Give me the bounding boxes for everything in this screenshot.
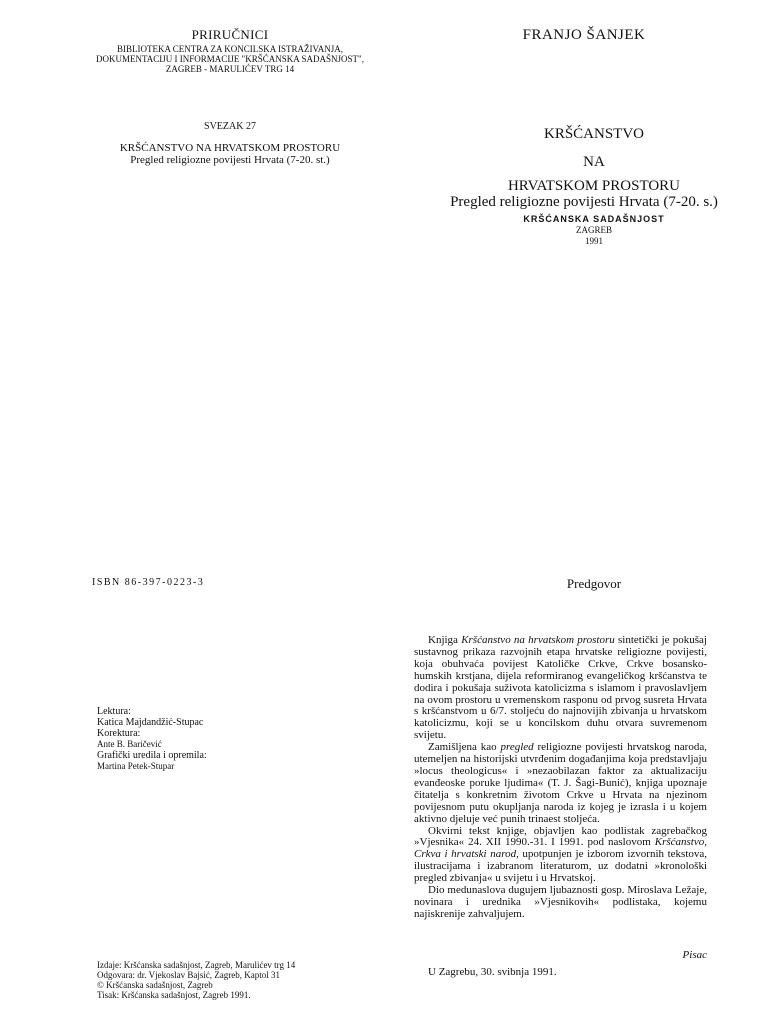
signature: Pisac — [682, 949, 707, 961]
imprint-line: Odgovara: dr. Vjekoslav Bajsić, Zagreb, Kaptol 31 — [97, 970, 281, 980]
title-line-1: KRŠĆANSTVO — [543, 126, 645, 142]
text-run: Knjiga — [428, 634, 462, 646]
preface-body — [414, 635, 707, 921]
lektura-name: Katica Majdandžić-Stupac — [97, 717, 204, 728]
credits-block — [97, 706, 207, 772]
text-run: Zamišljena kao — [428, 741, 501, 754]
author-name: FRANJO ŠANJEK — [522, 27, 646, 43]
imprint-line: Izdaje: Kršćanska sadašnjost, Zagreb, Marulićev trg 14 — [97, 960, 296, 970]
italic-title: Kršćanstvo na hrvatskom prostoru — [461, 634, 615, 646]
text-run: sintetički je pokušaj sustavnog prikaza razvojnih etapa hrvatske religiozne povijesti, koja obuhvaća povijest Katoličke Crkve, Crkve bosansko-humskih krstjana, dijela reformiranog evangeličkog kršćanstva te dodira i pokušaja suživota katolicizma s islamom i pravoslavljem na ovom prostoru u vremenskom rasponu od prvog susreta Hrvata s kršćanstvom u 6/7. stoljeću do najnovijih zbivanja u hrvatskom katolicizmu, koji se u koncilskom duhu otvara suvremenom svijetu. — [414, 634, 707, 742]
design-label: Grafički uredila i opremila: — [97, 750, 207, 761]
place-date: U Zagrebu, 30. svibnja 1991. — [428, 966, 557, 978]
publisher-name: KRŠĆANSKA SADAŠNJOST — [523, 214, 665, 224]
book-title: KRŠĆANSTVO NA HRVATSKOM PROSTORU — [119, 142, 341, 154]
title-line-3: HRVATSKOM PROSTORU — [507, 178, 681, 194]
imprint-line: © Kršćanska sadašnjost, Zagreb — [97, 980, 213, 990]
right-page — [384, 0, 768, 1024]
publisher-line: ZAGREB - MARULIĆEV TRG 14 — [165, 64, 295, 74]
preface-paragraph-3 — [414, 826, 707, 886]
isbn: ISBN 86-397-0223-3 — [92, 577, 205, 588]
italic-title: Kršćanstvo, Crkva i hrvatski narod, — [414, 836, 707, 861]
text-run: religiozne povijesti hrvatskog naroda, utemeljen na historijski utvrđenim događanjima koja predstavljaju »locus theologicus« i »nezaobilazan faktor za aktualizaciju evanđeoske poruke ljudima« (T. J. Šagi-Bunić), knjiga upoznaje čitatelja s konkretnim životom Crkve u Hrvata na njezinom povijesnom putu okupljanja naroda iz kojeg je izrasla i u kojem aktivno djeluje već punih trinaest stoljeća. — [414, 741, 707, 825]
text-run: upotpunjen je izborom izvornih tekstova, ilustracijama i izabranom literaturom, uz dodatni »kronološki pregled zbivanja« u svijetu i u Hrvatskoj. — [414, 848, 708, 885]
lektura-label: Lektura: — [97, 706, 131, 717]
imprint-block — [97, 960, 295, 1000]
korektura-label: Korektura: — [97, 728, 141, 739]
preface-paragraph-4: Dio medunaslova dugujem ljubaznosti gosp. Miroslava Ležaje, novinara i urednika »Vjesnikovih« podlistaka, kojemu najiskrenije zahvaljujem. — [414, 884, 707, 920]
publisher-city: ZAGREB — [576, 225, 612, 235]
preface-paragraph-1 — [414, 635, 707, 742]
title-line-2: NA — [583, 154, 605, 170]
title-subtitle: Pregled religiozne povijesti Hrvata (7-20. s.) — [450, 194, 718, 210]
design-name: Martina Petek-Stupar — [97, 761, 175, 771]
publisher-block — [50, 44, 410, 74]
preface-heading: Predgovor — [566, 576, 622, 591]
publication-year: 1991 — [585, 236, 603, 246]
text-run: Okvirni tekst knjige, objavljen kao podlistak zagrebačkog »Vjesnika« 24. XII 1990.-31. I 1991. pod naslovom — [414, 824, 707, 849]
volume-number: SVEZAK 27 — [204, 121, 256, 132]
imprint-line: Tisak: Kršćanska sadašnjost, Zagreb 1991. — [97, 990, 251, 1000]
book-subtitle: Pregled religiozne povijesti Hrvata (7-20. st.) — [130, 154, 330, 166]
publisher-line: DOKUMENTACIJU I INFORMACIJE "KRŠĆANSKA SADAŠNJOST", — [96, 54, 364, 64]
preface-paragraph-2 — [414, 742, 707, 825]
series-title: PRIRUČNICI — [191, 27, 269, 42]
italic-word: pregled — [500, 741, 534, 754]
publisher-line: BIBLIOTEKA CENTRA ZA KONCILSKA ISTRAŽIVANJA, — [116, 44, 344, 54]
korektura-name: Ante B. Baričević — [97, 739, 162, 749]
